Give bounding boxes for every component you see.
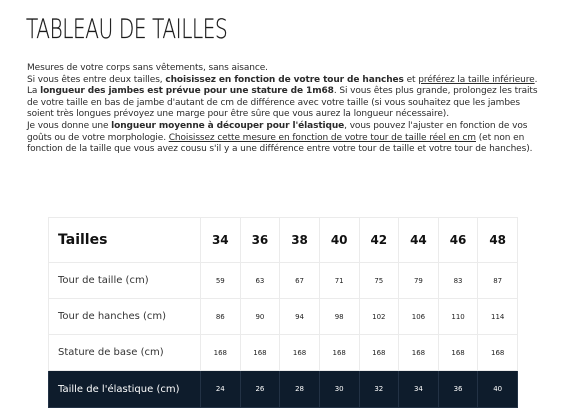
size-header-row — [49, 218, 518, 263]
table-cell: 168 — [319, 335, 359, 371]
intro-line-2: Si vous êtes entre deux tailles, choisissez en fonction de votre tour de hanches et préférez la taille inférieure. — [27, 74, 538, 85]
table-cell: 106 — [399, 299, 439, 335]
size-header-label: Tailles — [49, 218, 201, 263]
size-header-cell: 46 — [438, 218, 478, 263]
table-cell: 98 — [319, 299, 359, 335]
table-row — [49, 299, 518, 335]
table-cell: 168 — [438, 335, 478, 371]
table-cell: 168 — [399, 335, 439, 371]
intro-line-4: Je vous donne une longueur moyenne à découper pour l'élastique, vous pouvez l'ajuster en fonction de vos goûts ou de votre morphologie. Choisissez cette mesure en fonction de votre tour de taille réel en cm (et non en fonction de la taille que vous avez cousu s'il y a une différence entre votre tour de taille et votre tour de hanches). — [27, 120, 533, 155]
row-label: Tour de hanches (cm) — [49, 299, 201, 335]
table-cell: 75 — [359, 263, 399, 299]
page-title: TABLEAU DE TAILLES — [26, 14, 228, 45]
table-cell: 90 — [240, 299, 280, 335]
intro-line-3: La longueur des jambes est prévue pour une stature de 1m68. Si vous êtes plus grande, prolongez les traits de votre taille en bas de jambe d'autant de cm de différence avec votre taille (si vous souhaitez que les jambes soient très longues prévoyez une marge pour être sûre que vous aurez la longueur nécessaire). — [27, 86, 538, 120]
size-header-cell: 38 — [280, 218, 320, 263]
table-cell: 102 — [359, 299, 399, 335]
size-header-cell: 48 — [478, 218, 518, 263]
row-label: Stature de base (cm) — [49, 335, 201, 371]
table-cell: 168 — [240, 335, 280, 371]
table-row-elastic — [49, 371, 518, 408]
table-cell: 168 — [280, 335, 320, 371]
size-header-cell: 44 — [399, 218, 439, 263]
row-label: Taille de l'élastique (cm) — [49, 371, 201, 408]
table-cell: 26 — [240, 371, 280, 408]
table-cell: 94 — [280, 299, 320, 335]
table-cell: 87 — [478, 263, 518, 299]
table-cell: 71 — [319, 263, 359, 299]
intro-line-1: Mesures de votre corps sans vêtements, sans aisance. — [27, 63, 268, 73]
table-cell: 79 — [399, 263, 439, 299]
table-cell: 168 — [201, 335, 241, 371]
table-row — [49, 335, 518, 371]
table-cell: 59 — [201, 263, 241, 299]
table-cell: 32 — [359, 371, 399, 408]
size-header-cell: 36 — [240, 218, 280, 263]
size-header-cell: 40 — [319, 218, 359, 263]
table-cell: 83 — [438, 263, 478, 299]
intro-text — [27, 63, 545, 156]
table-row — [49, 263, 518, 299]
table-cell: 34 — [399, 371, 439, 408]
size-table — [48, 217, 518, 408]
row-label: Tour de taille (cm) — [49, 263, 201, 299]
table-cell: 30 — [319, 371, 359, 408]
table-cell: 114 — [478, 299, 518, 335]
size-header-cell: 34 — [201, 218, 241, 263]
table-cell: 63 — [240, 263, 280, 299]
table-cell: 24 — [201, 371, 241, 408]
table-cell: 168 — [478, 335, 518, 371]
table-cell: 67 — [280, 263, 320, 299]
size-header-cell: 42 — [359, 218, 399, 263]
table-cell: 110 — [438, 299, 478, 335]
table-cell: 28 — [280, 371, 320, 408]
table-cell: 40 — [478, 371, 518, 408]
table-cell: 168 — [359, 335, 399, 371]
table-cell: 86 — [201, 299, 241, 335]
table-cell: 36 — [438, 371, 478, 408]
